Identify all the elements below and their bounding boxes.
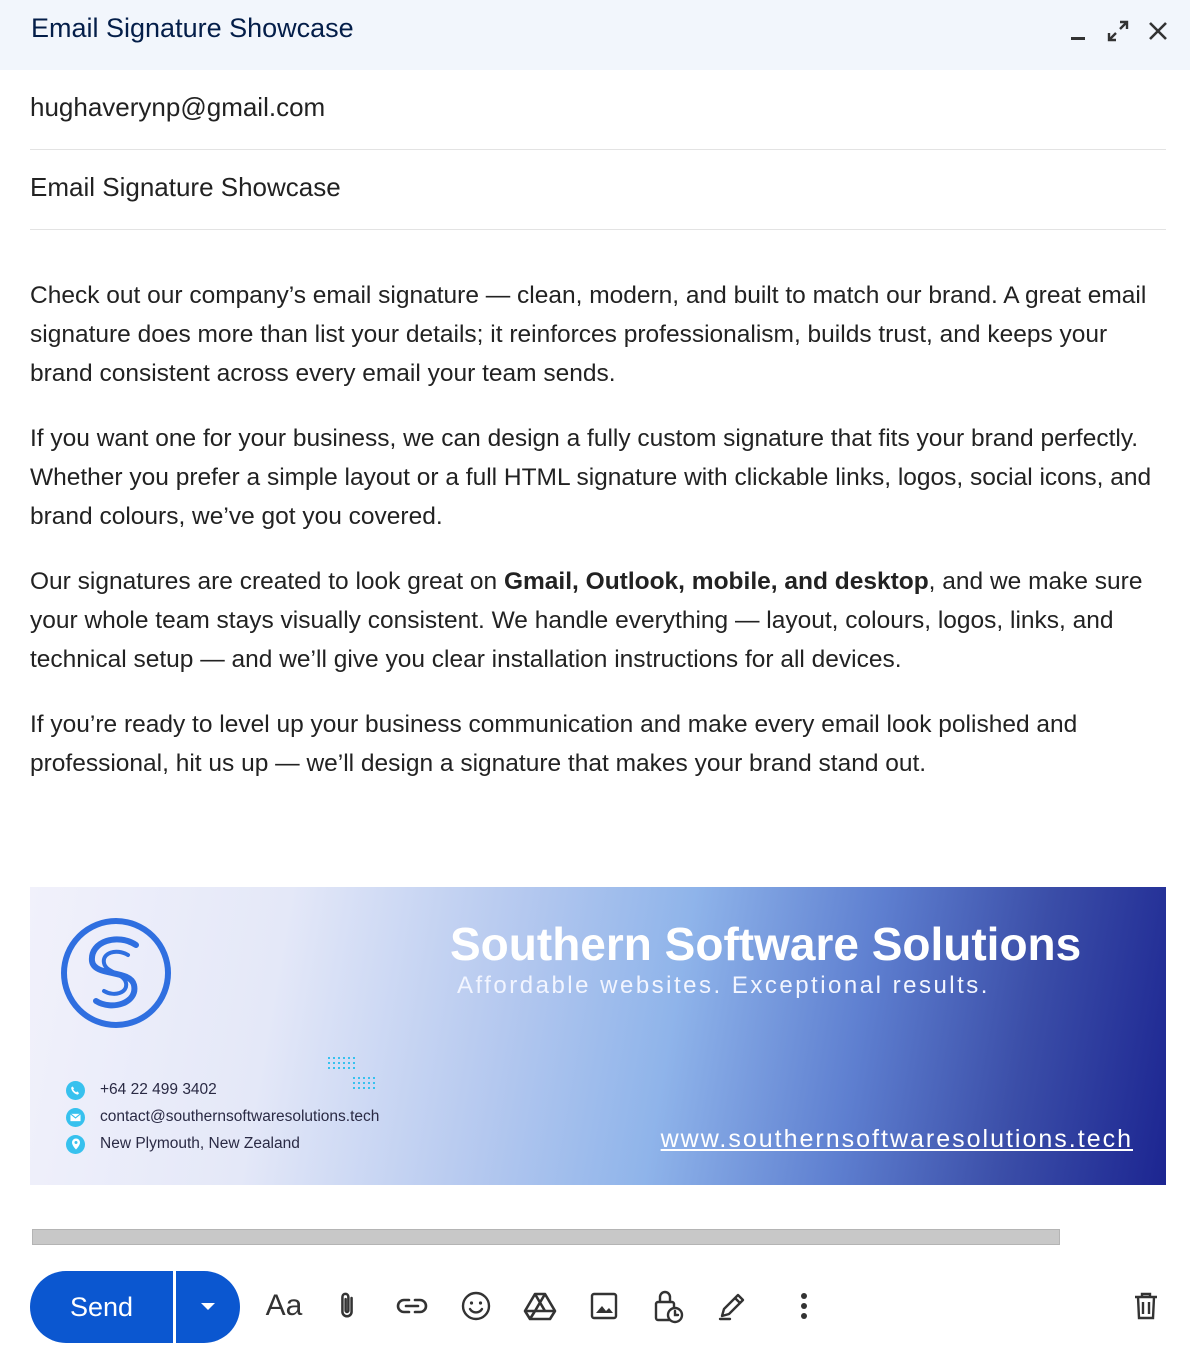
attach-button[interactable] <box>325 1284 369 1328</box>
horizontal-scrollbar[interactable] <box>32 1229 1060 1245</box>
body-paragraph-3 <box>30 562 1170 679</box>
company-logo <box>58 915 174 1031</box>
signature-location: New Plymouth, New Zealand <box>100 1135 300 1152</box>
signature-company-name: Southern Software Solutions <box>450 918 1082 970</box>
more-options-button[interactable] <box>782 1284 826 1328</box>
attach-icon <box>332 1290 362 1322</box>
signature-location-row <box>66 1133 300 1155</box>
confidential-mode-button[interactable] <box>646 1284 690 1328</box>
minimize-icon <box>1066 19 1090 43</box>
photo-icon <box>589 1291 619 1321</box>
insert-link-button[interactable] <box>390 1284 434 1328</box>
close-icon <box>1147 20 1169 42</box>
phone-icon <box>66 1081 85 1100</box>
body-p3-text: Our signatures are created to look great on <box>30 568 504 595</box>
body-paragraph-2: If you want one for your business, we can design a fully custom signature that fits your brand perfectly. Whether you prefer a simple layout or a full HTML signature with clickable links, logos, social icons, and brand colours, we’ve got you covered. <box>30 425 1152 530</box>
drive-icon <box>523 1291 557 1321</box>
compose-titlebar <box>0 0 1190 70</box>
message-body[interactable] <box>30 276 1170 809</box>
body-p3-bold: Gmail, Outlook, mobile, and desktop <box>503 568 929 595</box>
body-paragraph-4: If you’re ready to level up your business communication and make every email look polished and professional, hit us up — we’ll design a signature that makes your brand stand out. <box>30 711 1078 777</box>
recipient-chip[interactable]: hughaverynp@gmail.com <box>30 92 326 122</box>
location-pin-icon <box>66 1135 85 1154</box>
email-icon <box>66 1108 85 1127</box>
more-options-icon <box>800 1292 808 1320</box>
email-signature-banner <box>30 887 1166 1185</box>
signature-email-row <box>66 1106 379 1128</box>
minimize-button[interactable] <box>1063 16 1093 46</box>
formatting-icon: Aa <box>265 1289 303 1322</box>
discard-draft-button[interactable] <box>1124 1284 1168 1328</box>
chevron-down-icon <box>199 1302 217 1312</box>
send-button[interactable]: Send <box>69 1291 134 1322</box>
signature-icon <box>716 1290 748 1322</box>
signature-tagline: Affordable websites. Exceptional results. <box>457 972 990 999</box>
signature-website-link[interactable]: www.southernsoftwaresolutions.tech <box>660 1125 1133 1153</box>
formatting-button[interactable] <box>262 1284 306 1328</box>
signature-phone-row <box>66 1079 217 1101</box>
emoji-icon <box>460 1290 492 1322</box>
body-paragraph-1: Check out our company’s email signature — clean, modern, and built to match our brand. A great email signature does more than list your details; it reinforces professionalism, builds trust, and keeps your brand consistent across every email your team sends. <box>30 282 1147 387</box>
send-button-group <box>30 1271 240 1343</box>
body-p3-text-end: , and we make sure your whole team stays visually consistent. We handle everything — layout, colours, logos, links, and technical setup — and we’ll give you clear installation instructions for all devices. <box>30 568 1143 673</box>
signature-email[interactable]: contact@southernsoftwaresolutions.tech <box>100 1108 380 1125</box>
expand-icon <box>1106 19 1130 43</box>
send-options-button[interactable] <box>176 1271 240 1343</box>
signature-phone[interactable]: +64 22 499 3402 <box>100 1081 217 1098</box>
insert-emoji-button[interactable] <box>454 1284 498 1328</box>
subject-field[interactable] <box>30 150 1166 230</box>
dot-grid-decoration <box>328 1057 384 1095</box>
subject-input[interactable]: Email Signature Showcase <box>30 172 341 202</box>
window-title: Email Signature Showcase <box>31 13 354 43</box>
insert-drive-button[interactable] <box>518 1284 562 1328</box>
trash-icon <box>1133 1291 1159 1321</box>
expand-button[interactable] <box>1103 16 1133 46</box>
link-icon <box>395 1296 429 1316</box>
confidential-icon <box>652 1288 684 1324</box>
to-field[interactable] <box>30 70 1166 150</box>
insert-photo-button[interactable] <box>582 1284 626 1328</box>
close-button[interactable] <box>1143 16 1173 46</box>
insert-signature-button[interactable] <box>710 1284 754 1328</box>
